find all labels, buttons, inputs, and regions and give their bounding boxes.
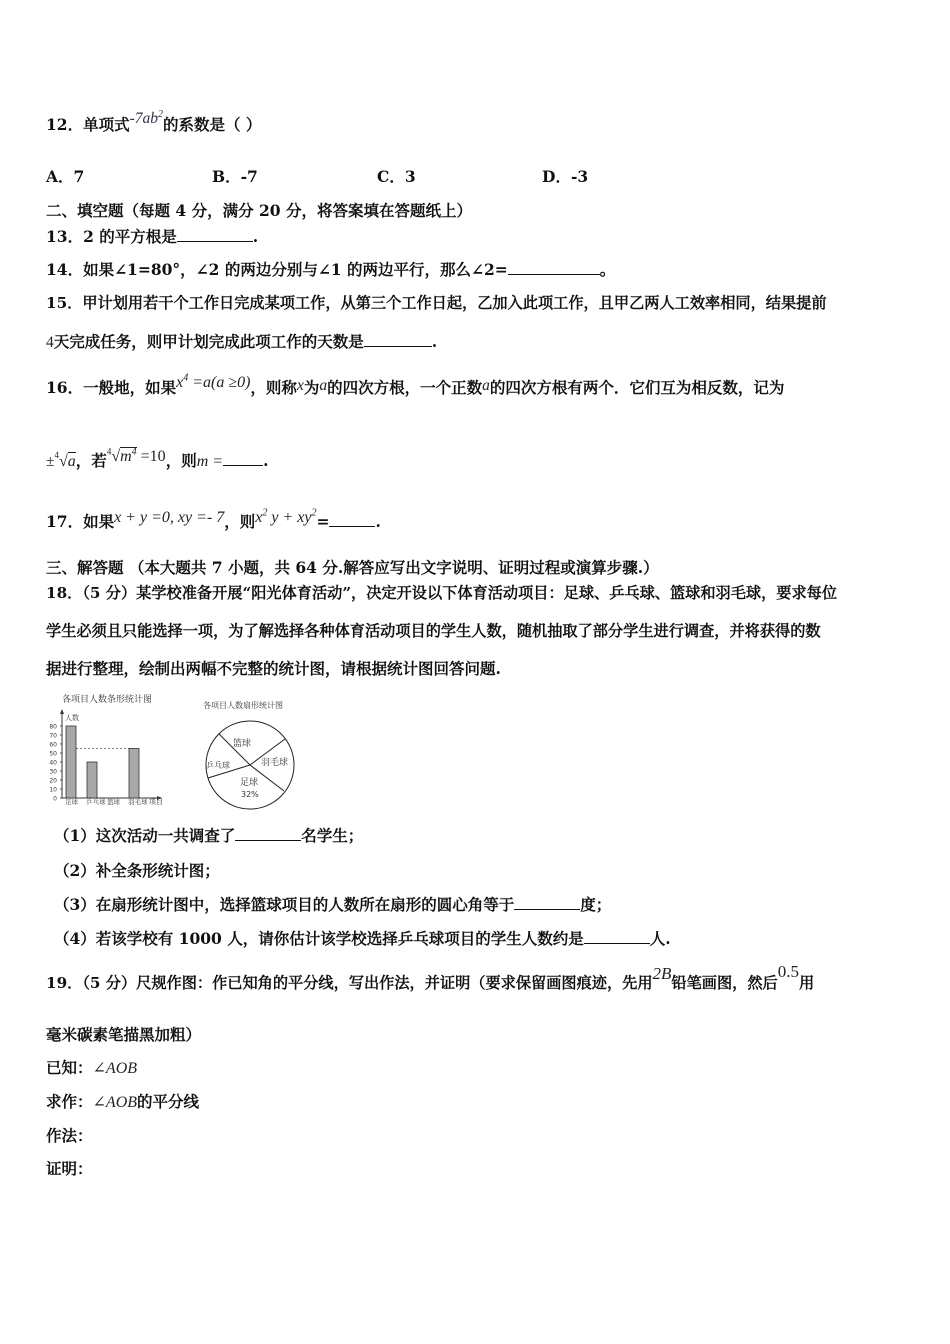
q16-a-1: a <box>319 377 328 394</box>
bar-y-tick-label: 10 <box>49 786 57 794</box>
q16-x: x <box>296 377 304 394</box>
q19-method: 作法： <box>46 1126 93 1145</box>
bar-x-label: 项目 <box>149 798 163 806</box>
bar-category-label: 羽毛球 <box>128 798 148 806</box>
q15-text: 天完成任务，则甲计划完成此项工作的天数是 <box>53 332 364 351</box>
q19-prefix: 19．（5 分）尺规作图：作已知角的平分线，写出作法，并证明（要求保留画图痕迹，先用 <box>46 974 653 992</box>
bar-y-tick-label: 50 <box>49 750 57 758</box>
q17-equals: = <box>316 512 330 531</box>
question-18-line-1: 18．（5 分）某学校准备开展“阳光体育活动”，决定开设以下体育活动项目：足球、乒乓球、篮球和羽毛球，要求每位 <box>46 584 838 602</box>
pie-chart-title: 各项目人数扇形统计图 <box>203 701 283 710</box>
q19-proof: 证明： <box>46 1159 93 1178</box>
q18-sub-1-blank <box>235 826 301 841</box>
bar-y-tick-label: 0 <box>53 795 57 803</box>
q12-option-b: B．-7 <box>212 167 258 186</box>
q18-sub-4: （4）若该学校有 1000 人，请你估计该学校选择乒乓球项目的学生人数约是 人. <box>54 929 671 948</box>
q14-answer-blank <box>508 260 600 275</box>
q18-sub-4-blank <box>584 929 650 944</box>
bar-y-tick-label: 60 <box>49 741 57 749</box>
bar-y-tick-label: 20 <box>49 777 57 785</box>
question-17 <box>46 507 381 532</box>
bar-y-tick-label: 30 <box>49 768 57 776</box>
q16-then: ，则 <box>165 451 197 470</box>
pie-chart <box>198 698 308 810</box>
bar-category-label: 乒乓球 <box>86 798 106 806</box>
q17-prefix: 17．如果 <box>46 512 115 531</box>
section-2-heading: 二、填空题（每题 4 分，满分 20 分，将答案填在答题纸上） <box>46 201 472 220</box>
q16-plus-minus: ± <box>46 453 55 470</box>
q19-given: 已知：∠AOB <box>46 1058 138 1077</box>
q16-mid-3: 的四次方根，一个正数 <box>327 378 483 397</box>
q14-text: 14．如果∠1=80°，∠2 的两边分别与∠1 的两边平行，那么∠2= <box>46 260 508 279</box>
q13-answer-blank <box>177 227 253 242</box>
q12-prefix: 12．单项式 <box>46 115 130 134</box>
bar-3 <box>129 749 139 799</box>
q17-end: . <box>375 512 381 531</box>
q16-equation: $x^4 =a(a \ge 0)$ <box>176 372 251 391</box>
q19-pencil-grade: 2B <box>652 964 672 983</box>
question-13 <box>46 225 258 247</box>
q16-m-equals: m = <box>196 453 224 470</box>
q17-expression: $x^2$ $y + xy^2$ <box>255 507 317 526</box>
question-16-line-2 <box>46 446 269 471</box>
bar-y-tick-label: 40 <box>49 759 57 767</box>
question-19-line-2: 毫米碳素笔描黑加粗） <box>46 1025 202 1044</box>
bar-chart-title: 各项目人数条形统计图 <box>62 695 153 705</box>
bar-y-label: 人数 <box>65 714 79 722</box>
q13-text: 13．2 的平方根是 <box>46 227 177 246</box>
q16-suffix: 的四次方根有两个．它们互为相反数，记为 <box>489 378 785 397</box>
q16-end: . <box>263 451 269 470</box>
q19-given-angle: ∠AOB <box>92 1060 138 1077</box>
bar-1 <box>87 762 97 798</box>
q15-end: . <box>431 332 438 351</box>
q19-mid: 铅笔画图，然后 <box>671 974 778 992</box>
q16-root-1: $^4$√a <box>54 449 76 470</box>
pie-label-football: 足球 <box>240 778 259 788</box>
q13-end: . <box>252 227 259 246</box>
q15-number: 4 <box>46 334 54 351</box>
q18-sub-3: （3）在扇形统计图中，选择篮球项目的人数所在扇形的圆心角等于 度； <box>54 895 612 914</box>
bar-0 <box>66 726 76 798</box>
bar-y-axis-arrow <box>60 709 64 714</box>
q19-find-angle: ∠AOB <box>92 1094 138 1111</box>
pie-chart-figure <box>198 698 308 810</box>
question-16-line-1 <box>46 372 785 398</box>
q16-prefix: 16．一般地，如果 <box>46 378 177 397</box>
q16-a-2: a <box>482 377 490 394</box>
question-15-line-1: 15．甲计划用若干个工作日完成某项工作，从第三个工作日起，乙加入此项工作，且甲乙两人工效率相同，结果提前 <box>46 294 827 312</box>
q12-option-c: C．3 <box>377 167 416 186</box>
q12-option-a: A．7 <box>46 167 85 186</box>
bar-category-label: 篮球 <box>107 798 120 806</box>
q17-then: ，则 <box>224 512 256 531</box>
q19-pen-size: 0.5 <box>777 962 799 981</box>
q18-sub-2: （2）补全条形统计图； <box>54 861 220 880</box>
pie-label-basketball: 篮球 <box>233 739 252 749</box>
q18-sub-1: （1）这次活动一共调查了 名学生； <box>54 826 364 845</box>
q14-end: 。 <box>599 260 616 279</box>
question-19-line-1 <box>46 962 815 993</box>
bar-chart <box>44 690 184 810</box>
question-14 <box>46 258 615 280</box>
bar-category-label: 足球 <box>65 798 78 806</box>
q16-answer-blank <box>223 451 263 466</box>
question-18-line-3: 据进行整理，绘制出两幅不完整的统计图，请根据统计图回答问题. <box>46 659 501 678</box>
question-12 <box>46 108 262 135</box>
bar-y-tick-label: 70 <box>49 732 57 740</box>
q15-answer-blank <box>364 332 432 347</box>
bar-y-tick-label: 80 <box>49 723 57 731</box>
pie-label-pingpong: 乒乓球 <box>206 761 230 770</box>
q17-answer-blank <box>329 512 375 527</box>
section-3-heading: 三、解答题 （本大题共 7 小题，共 64 分.解答应写出文字说明、证明过程或演算步骤.） <box>46 558 659 577</box>
q12-option-d: D．-3 <box>542 167 589 186</box>
q18-sub-3-blank <box>514 895 580 910</box>
q16-mid-2: 为 <box>303 378 320 397</box>
pie-label-badminton: 羽毛球 <box>261 758 289 768</box>
bar-chart-figure <box>44 690 184 810</box>
question-18-line-2: 学生必须且只能选择一项，为了解选择各种体育活动项目的学生人数，随机抽取了部分学生进行调查，并将获得的数 <box>46 622 821 640</box>
q12-suffix: 的系数是（ ） <box>163 115 262 134</box>
q19-suffix: 用 <box>798 974 815 992</box>
q19-find: 求作：∠AOB的平分线 <box>46 1092 200 1111</box>
q12-monomial: $-7ab^2$ <box>129 108 163 127</box>
q16-root-2: $^4√m^4 =10$ <box>106 446 166 465</box>
q16-mid-1: ，则称 <box>250 378 297 397</box>
question-15-line-2 <box>46 330 437 352</box>
q17-condition: x + y =0, xy =- 7 <box>114 509 225 526</box>
pie-value-football: 32% <box>241 790 259 799</box>
q16-if: ，若 <box>75 451 107 470</box>
